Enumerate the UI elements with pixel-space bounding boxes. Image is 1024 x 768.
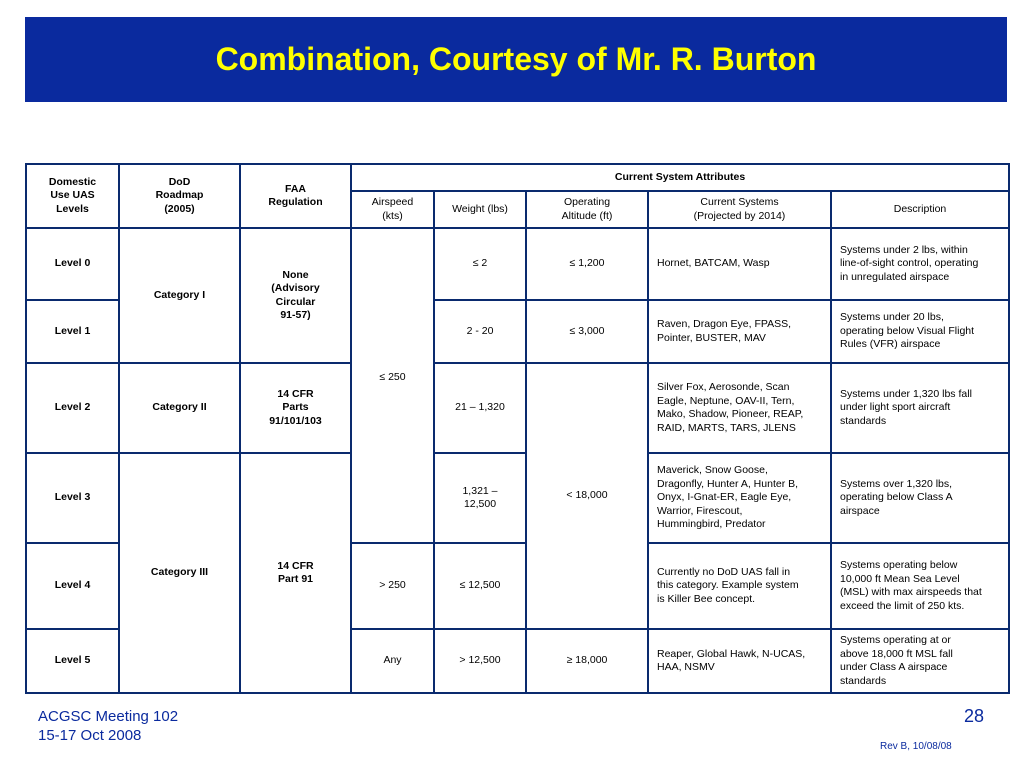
airspeed-gt-250-cell: > 250 xyxy=(351,543,434,629)
systems-cell-2: Silver Fox, Aerosonde, Scan Eagle, Neptune, OAV-II, Tern, Mako, Shadow, Pioneer, REAP, RAID, MARTS, TARS, JLENS xyxy=(648,363,831,453)
category-iii-cell: Category III xyxy=(119,453,240,693)
faa-parts-cell: 14 CFR Parts 91/101/103 xyxy=(240,363,351,453)
weight-cell-5: > 12,500 xyxy=(434,629,526,693)
systems-cell-4: Currently no DoD UAS fall in this category. Example system is Killer Bee concept. xyxy=(648,543,831,629)
airspeed-any-cell: Any xyxy=(351,629,434,693)
airspeed-le-250-cell: ≤ 250 xyxy=(351,228,434,543)
description-cell-5: Systems operating at or above 18,000 ft MSL fall under Class A airspace standards xyxy=(831,629,1009,693)
header-domestic-levels: Domestic Use UAS Levels xyxy=(26,164,119,228)
systems-cell-0: Hornet, BATCAM, Wasp xyxy=(648,228,831,300)
weight-cell-0: ≤ 2 xyxy=(434,228,526,300)
description-cell-3: Systems over 1,320 lbs, operating below Class A airspace xyxy=(831,453,1009,543)
header-current-systems: Current Systems (Projected by 2014) xyxy=(648,191,831,228)
header-current-attributes: Current System Attributes xyxy=(351,164,1009,191)
header-description: Description xyxy=(831,191,1009,228)
category-i-cell: Category I xyxy=(119,228,240,363)
weight-cell-3: 1,321 – 12,500 xyxy=(434,453,526,543)
category-ii-cell: Category II xyxy=(119,363,240,453)
header-altitude: Operating Altitude (ft) xyxy=(526,191,648,228)
systems-cell-1: Raven, Dragon Eye, FPASS, Pointer, BUSTER, MAV xyxy=(648,300,831,363)
faa-part-91-cell: 14 CFR Part 91 xyxy=(240,453,351,693)
altitude-cell-1: ≤ 3,000 xyxy=(526,300,648,363)
altitude-cell-0: ≤ 1,200 xyxy=(526,228,648,300)
title-banner xyxy=(25,17,1007,102)
altitude-cell-3: ≥ 18,000 xyxy=(526,629,648,693)
level-2-cell: Level 2 xyxy=(26,363,119,453)
footer-date: 15-17 Oct 2008 xyxy=(38,727,142,744)
weight-cell-4: ≤ 12,500 xyxy=(434,543,526,629)
systems-cell-5: Reaper, Global Hawk, N-UCAS, HAA, NSMV xyxy=(648,629,831,693)
level-5-cell: Level 5 xyxy=(26,629,119,693)
description-cell-0: Systems under 2 lbs, within line-of-sight control, operating in unregulated airspace xyxy=(831,228,1009,300)
faa-none-cell: None (Advisory Circular 91-57) xyxy=(240,228,351,363)
footer-meeting-info xyxy=(38,707,178,745)
header-dod-roadmap: DoD Roadmap (2005) xyxy=(119,164,240,228)
header-weight: Weight (lbs) xyxy=(434,191,526,228)
altitude-cell-2: < 18,000 xyxy=(526,363,648,629)
description-cell-2: Systems under 1,320 lbs fall under light sport aircraft standards xyxy=(831,363,1009,453)
slide-title: Combination, Courtesy of Mr. R. Burton xyxy=(215,41,817,77)
header-faa-regulation: FAA Regulation xyxy=(240,164,351,228)
page-number: 28 xyxy=(963,706,984,726)
systems-cell-3: Maverick, Snow Goose, Dragonfly, Hunter A, Hunter B, Onyx, I-Gnat-ER, Eagle Eye, Warrior, Firescout, Hummingbird, Predator xyxy=(648,453,831,543)
uas-levels-table xyxy=(25,163,1010,694)
header-airspeed: Airspeed (kts) xyxy=(351,191,434,228)
level-3-cell: Level 3 xyxy=(26,453,119,543)
level-0-cell: Level 0 xyxy=(26,228,119,300)
revision-label: Rev B, 10/08/08 xyxy=(880,741,952,752)
level-4-cell: Level 4 xyxy=(26,543,119,629)
description-cell-4: Systems operating below 10,000 ft Mean Sea Level (MSL) with max airspeeds that exceed the limit of 250 kts. xyxy=(831,543,1009,629)
weight-cell-1: 2 - 20 xyxy=(434,300,526,363)
description-cell-1: Systems under 20 lbs, operating below Visual Flight Rules (VFR) airspace xyxy=(831,300,1009,363)
level-1-cell: Level 1 xyxy=(26,300,119,363)
footer-meeting: ACGSC Meeting 102 xyxy=(38,708,179,725)
weight-cell-2: 21 – 1,320 xyxy=(434,363,526,453)
